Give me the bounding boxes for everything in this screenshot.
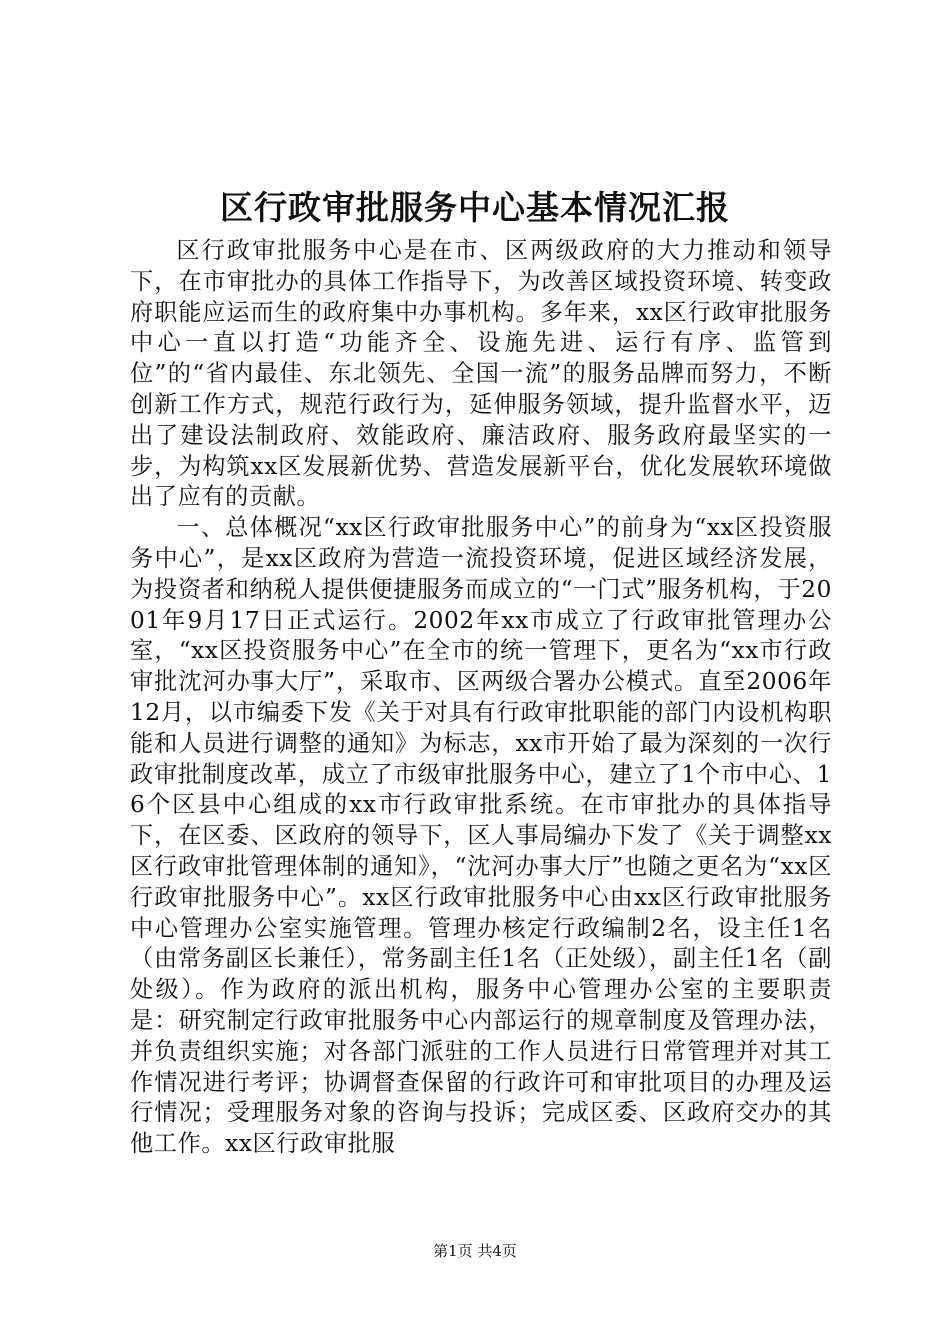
page-number: 第1页 共4页: [433, 1242, 517, 1260]
document-title: 区行政审批服务中心基本情况汇报: [220, 188, 730, 227]
paragraph-intro: 区行政审批服务中心是在市、区两级政府的大力推动和领导下，在市审批办的具体工作指导下，为改善区域投资环境、转变政府职能应运而生的政府集中办事机构。多年来，xx区行政审批服务中心一直以打造“功能齐全、设施先进、运行有序、监管到位”的“省内最佳、东北领先、全国一流”的服务品牌而努力，不断创新工作方式，规范行政行为，延伸服务领域，提升监督水平，迈出了建设法制政府、效能政府、廉洁政府、服务政府最坚实的一步，为构筑xx区发展新优势、营造发展新平台，优化发展软环境做出了应有的贡献。: [130, 237, 832, 511]
paragraph-overview: 一、总体概况“xx区行政审批服务中心”的前身为“xx区投资服务中心”，是xx区政府为营造一流投资环境，促进区域经济发展，为投资者和纳税人提供便捷服务而成立的“一门式”服务机构，于2001年9月17日正式运行。2002年xx市成立了行政审批管理办公室，“xx区投资服务中心”在全市的统一管理下，更名为“xx市行政审批沈河办事大厅”，采取市、区两级合署办公模式。直至2006年12月，以市编委下发《关于对具有行政审批职能的部门内设机构职能和人员进行调整的通知》为标志，xx市开始了最为深刻的一次行政审批制度改革，成立了市级审批服务中心，建立了1个市中心、16个区县中心组成的xx市行政审批系统。在市审批办的具体指导下，在区委、区政府的领导下，区人事局编办下发了《关于调整xx区行政审批管理体制的通知》，“沈河办事大厅”也随之更名为“xx区行政审批服务中心”。xx区行政审批服务中心由xx区行政审批服务中心管理办公室实施管理。管理办核定行政编制2名，设主任1名（由常务副区长兼任），常务副主任1名（正处级），副主任1名（副处级）。作为政府的派出机构，服务中心管理办公室的主要职责是：研究制定行政审批服务中心内部运行的规章制度及管理办法，并负责组织实施；对各部门派驻的工作人员进行日常管理并对其工作情况进行考评；协调督查保留的行政许可和审批项目的办理及运行情况；受理服务对象的咨询与投诉；完成区委、区政府交办的其他工作。xx区行政审批服: [130, 514, 832, 1158]
document-body: [130, 236, 832, 1160]
